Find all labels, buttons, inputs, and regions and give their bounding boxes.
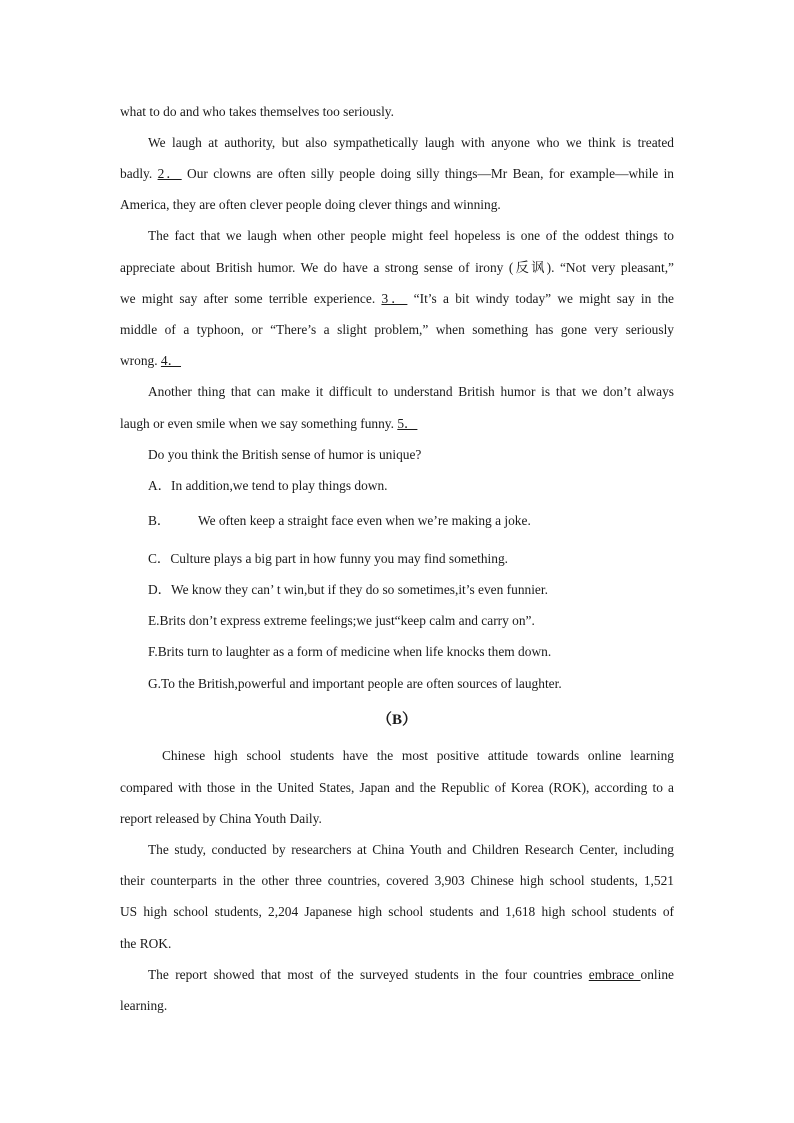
paragraph-line: America, they are often clever people doing clever things and winning. xyxy=(120,197,501,212)
blank-4[interactable]: 4． xyxy=(160,353,182,368)
paragraph-line: Do you think the British sense of humor is unique? xyxy=(148,447,422,462)
paragraph-line: compared with those in the United States, Japan and the Republic of Korea (ROK), according to a xyxy=(120,780,674,795)
paragraph-line: US high school students, 2,204 Japanese high school students and 1,618 high school students of xyxy=(120,904,674,919)
blank-3[interactable]: 3． xyxy=(381,291,408,306)
blank-5[interactable]: 5． xyxy=(397,416,418,431)
paragraph-line: middle of a typhoon, or “There’s a slight problem,” when something has gone very seriously xyxy=(120,322,674,337)
paragraph-line: The study, conducted by researchers at China Youth and Children Research Center, including xyxy=(148,842,674,857)
option-e: E.Brits don’t express extreme feelings;we just“keep calm and carry on”. xyxy=(148,613,535,628)
paragraph-line: learning. xyxy=(120,998,168,1013)
option-a: A．In addition,we tend to play things down. xyxy=(148,478,388,493)
paragraph-line: wrong. 4． xyxy=(120,353,182,368)
option-d: D．We know they can’ t win,but if they do so sometimes,it’s even funnier. xyxy=(148,582,548,597)
option-g: G.To the British,powerful and important people are often sources of laughter. xyxy=(148,676,562,691)
paragraph-line: We laugh at authority, but also sympathetically laugh with anyone who we think is treated xyxy=(148,135,674,150)
paragraph-line: report released by China Youth Daily. xyxy=(120,811,322,826)
paragraph-line: badly. 2． Our clowns are often silly people doing silly things—Mr Bean, for example—while in xyxy=(120,166,674,181)
paragraph-line: the ROK. xyxy=(120,936,172,951)
option-c: C．Culture plays a big part in how funny you may find something. xyxy=(148,551,509,566)
paragraph-line: Chinese high school students have the most positive attitude towards online learning xyxy=(162,748,674,763)
paragraph-line: we might say after some terrible experience. 3． “It’s a bit windy today” we might say in the xyxy=(120,291,674,306)
section-heading: （B） xyxy=(376,712,417,728)
paragraph-line: The report showed that most of the surveyed students in the four countries embrace online xyxy=(148,967,674,982)
option-f: F.Brits turn to laughter as a form of medicine when life knocks them down. xyxy=(148,644,552,659)
paragraph-line: appreciate about British humor. We do have a strong sense of irony (反讽). “Not very pleasant,” xyxy=(120,260,674,275)
paragraph-line: their counterparts in the other three countries, covered 3,903 Chinese high school students, 1,521 xyxy=(120,873,674,888)
blank-2[interactable]: 2． xyxy=(157,166,182,181)
option-b: B． We often keep a straight face even when we’re making a joke. xyxy=(148,513,531,528)
paragraph-line: what to do and who takes themselves too seriously. xyxy=(120,104,394,119)
paragraph-line: Another thing that can make it difficult to understand British humor is that we don’t always xyxy=(148,384,674,399)
underlined-word: embrace xyxy=(588,967,641,982)
paragraph-line: laugh or even smile when we say something funny. 5． xyxy=(120,416,418,431)
paragraph-line: The fact that we laugh when other people might feel hopeless is one of the oddest things to xyxy=(148,228,674,243)
